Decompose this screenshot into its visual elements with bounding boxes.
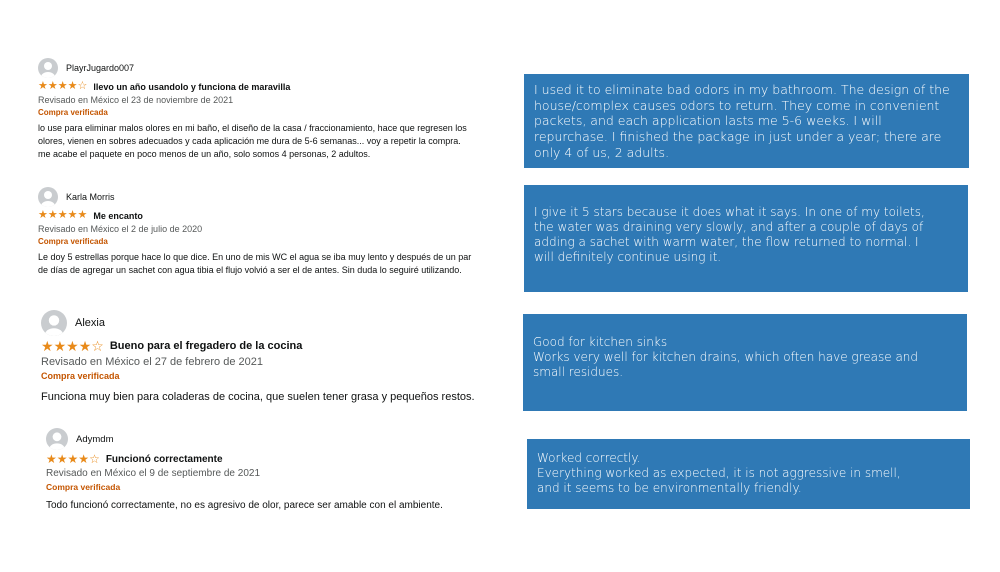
translation-line: the water was draining very slowly, and after a couple of days of — [534, 220, 924, 234]
avatar-icon — [38, 187, 58, 207]
review-title[interactable]: Bueno para el fregadero de la cocina — [109, 340, 303, 352]
review-header — [46, 428, 516, 450]
avatar-icon — [41, 310, 67, 336]
translation-box-4 — [527, 439, 970, 509]
rating-row — [41, 339, 511, 353]
review-body — [41, 390, 511, 406]
star-full-icon: ★ — [56, 452, 68, 466]
avatar-icon — [46, 428, 68, 450]
translation-line: Good for kitchen sinks — [533, 335, 668, 349]
review-3 — [41, 310, 511, 406]
star-full-icon: ★ — [67, 80, 78, 92]
star-outline-icon: ☆ — [89, 452, 100, 466]
review-header — [38, 187, 508, 207]
verified-purchase-badge: Compra verificada — [46, 482, 121, 492]
star-full-icon: ★ — [38, 80, 48, 92]
translation-line: Worked correctly. — [537, 451, 641, 465]
review-body-line: lo use para eliminar malos olores en mi baño, el diseño de la casa / fraccionamiento, hace que regresen los — [38, 123, 467, 133]
review-body-line: me acabe el paquete en poco menos de un año, solo somos 4 personas, 2 adultos. — [38, 149, 371, 160]
star-full-icon: ★ — [67, 452, 79, 466]
translation-line: Works very well for kitchen drains, which often have grease and — [533, 350, 919, 364]
review-body-line: de días de agregar un sachet con agua tibia el flujo volvió a ser el de antes. Sin duda lo seguiré utilizando. — [38, 265, 462, 276]
star-full-icon: ★ — [77, 209, 88, 221]
translation-box-3 — [523, 314, 967, 411]
translation-line: small residues. — [533, 365, 624, 379]
review-1 — [38, 58, 508, 161]
translation-line: Everything worked as expected, it is not aggressive in smell, — [537, 466, 901, 480]
review-title[interactable]: Funcionó correctamente — [105, 453, 223, 465]
avatar-icon — [38, 58, 58, 78]
reviewer-name[interactable]: Alexia — [75, 317, 105, 329]
translation-line: I give it 5 stars because it does what it says. In one of my toilets, — [534, 205, 925, 219]
reviewer-name[interactable]: Adymdm — [76, 433, 114, 445]
star-rating[interactable] — [41, 339, 104, 353]
review-body-line: Le doy 5 estrellas porque hace lo que dice. En uno de mis WC el agua se iba muy lento y después de un par — [38, 252, 472, 262]
rating-row — [38, 210, 508, 221]
star-rating[interactable] — [46, 453, 100, 465]
translation-line: adding a sachet with warm water, the flow returned to normal. I — [534, 235, 919, 249]
reviewer-name[interactable]: PlayrJugardo007 — [66, 63, 135, 73]
translation-line: I used it to eliminate bad odors in my bathroom. The design of the — [534, 82, 950, 97]
star-full-icon: ★ — [78, 452, 90, 466]
review-body-line: olores, vienen en sobres adecuados y cada aplicación me dura de 5-6 semanas... voy a repetir la compra. — [38, 136, 461, 147]
star-full-icon: ★ — [41, 338, 54, 354]
review-date: Revisado en México el 9 de septiembre de 2021 — [46, 468, 261, 479]
review-body — [38, 251, 508, 277]
review-date: Revisado en México el 2 de julio de 2020 — [38, 224, 203, 234]
review-body-line: Funciona muy bien para coladeras de cocina, que suelen tener grasa y pequeños restos. — [41, 391, 475, 403]
translation-line: packets, and each application lasts me 5-6 weeks. I will — [534, 113, 882, 129]
rating-row — [38, 81, 508, 92]
rating-row — [46, 453, 516, 465]
review-title[interactable]: Me encanto — [93, 210, 143, 221]
star-rating[interactable] — [38, 210, 87, 221]
translation-box-2 — [524, 185, 968, 292]
star-full-icon: ★ — [46, 452, 57, 466]
star-rating[interactable] — [38, 81, 87, 92]
review-header — [38, 58, 508, 78]
verified-purchase-badge: Compra verificada — [38, 108, 108, 117]
translation-line: house/complex causes odors to return. They come in convenient — [534, 97, 940, 113]
star-outline-icon: ☆ — [77, 80, 88, 92]
reviewer-name[interactable]: Karla Morris — [66, 192, 115, 202]
star-full-icon: ★ — [38, 209, 48, 221]
star-full-icon: ★ — [78, 338, 92, 354]
review-2 — [38, 187, 508, 277]
review-body — [38, 122, 508, 161]
star-full-icon: ★ — [53, 338, 67, 354]
translation-box-1 — [524, 74, 969, 168]
review-title[interactable]: llevo un año usandolo y funciona de maravilla — [93, 81, 291, 92]
review-body-line: Todo funcionó correctamente, no es agresivo de olor, parece ser amable con el ambiente. — [46, 500, 443, 511]
translation-line: only 4 of us, 2 adults. — [534, 144, 670, 160]
star-full-icon: ★ — [67, 209, 78, 221]
translation-line: will definitely continue using it. — [534, 250, 722, 264]
verified-purchase-badge: Compra verificada — [38, 237, 108, 246]
review-header — [41, 310, 511, 336]
star-full-icon: ★ — [47, 80, 58, 92]
star-full-icon: ★ — [57, 209, 68, 221]
review-date: Revisado en México el 27 de febrero de 2021 — [41, 356, 263, 368]
review-4 — [46, 428, 516, 514]
review-body — [46, 499, 516, 514]
star-outline-icon: ☆ — [91, 338, 104, 354]
star-full-icon: ★ — [47, 209, 58, 221]
review-date: Revisado en México el 23 de noviembre de 2021 — [38, 95, 234, 105]
translation-line: repurchase. I finished the package in just under a year; there are — [534, 128, 942, 144]
translation-line: and it seems to be environmentally friendly. — [537, 481, 802, 495]
star-full-icon: ★ — [57, 80, 68, 92]
star-full-icon: ★ — [66, 338, 79, 354]
verified-purchase-badge: Compra verificada — [41, 371, 120, 381]
